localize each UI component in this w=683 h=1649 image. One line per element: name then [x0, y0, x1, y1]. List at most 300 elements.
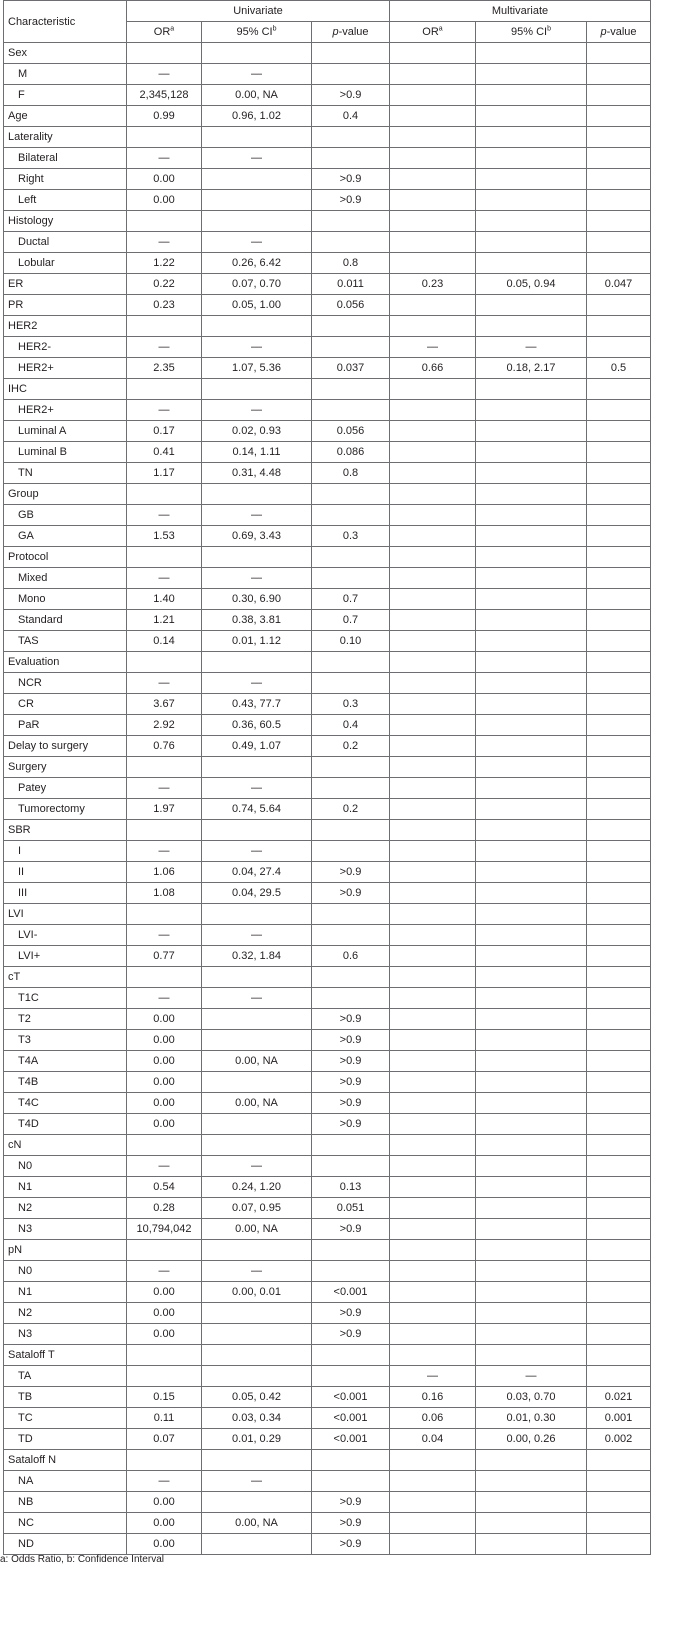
univariate-or-cell [127, 127, 202, 148]
multivariate-or-cell [390, 1534, 476, 1555]
multivariate-ci-cell [476, 148, 587, 169]
univariate-or-cell [127, 379, 202, 400]
multivariate-pvalue-cell [587, 1471, 651, 1492]
univariate-or-cell: 0.00 [127, 1513, 202, 1534]
table-row [4, 1492, 651, 1513]
multivariate-ci-cell: — [476, 337, 587, 358]
univariate-pvalue-cell [312, 1471, 390, 1492]
table-row [4, 463, 651, 484]
table-row [4, 421, 651, 442]
multivariate-pvalue-cell [587, 1450, 651, 1471]
multivariate-or-cell [390, 925, 476, 946]
univariate-or-cell: 0.17 [127, 421, 202, 442]
multivariate-or-cell [390, 715, 476, 736]
row-label: pN [4, 1240, 127, 1261]
multivariate-pvalue-cell [587, 967, 651, 988]
multivariate-pvalue-cell [587, 1534, 651, 1555]
multivariate-pvalue-cell [587, 589, 651, 610]
multivariate-pvalue-cell [587, 505, 651, 526]
univariate-pvalue-cell [312, 505, 390, 526]
table-row [4, 1282, 651, 1303]
multivariate-ci-cell: 0.00, 0.26 [476, 1429, 587, 1450]
table-row [4, 1345, 651, 1366]
multivariate-pvalue-cell [587, 1345, 651, 1366]
univariate-or-cell: 0.11 [127, 1408, 202, 1429]
multivariate-or-cell [390, 589, 476, 610]
univariate-or-cell: — [127, 925, 202, 946]
multivariate-ci-cell [476, 505, 587, 526]
multivariate-ci-cell [476, 904, 587, 925]
multivariate-pvalue-cell [587, 883, 651, 904]
multivariate-pvalue-cell [587, 610, 651, 631]
multivariate-pvalue-cell [587, 568, 651, 589]
multivariate-ci-cell [476, 1198, 587, 1219]
univariate-or-cell: 1.97 [127, 799, 202, 820]
table-row [4, 316, 651, 337]
row-label: cT [4, 967, 127, 988]
row-sublabel: N1 [4, 1282, 127, 1303]
univariate-pvalue-cell: <0.001 [312, 1387, 390, 1408]
univariate-pvalue-cell [312, 988, 390, 1009]
univariate-or-cell: 0.14 [127, 631, 202, 652]
table-row [4, 778, 651, 799]
multivariate-or-cell [390, 316, 476, 337]
table-row [4, 694, 651, 715]
multivariate-or-cell [390, 988, 476, 1009]
row-sublabel: N3 [4, 1219, 127, 1240]
multivariate-pvalue-cell [587, 820, 651, 841]
multivariate-ci-cell [476, 610, 587, 631]
multivariate-ci-cell [476, 1156, 587, 1177]
multivariate-ci-cell [476, 85, 587, 106]
multivariate-pvalue-cell [587, 736, 651, 757]
multivariate-or-cell [390, 169, 476, 190]
univariate-pvalue-cell: 0.13 [312, 1177, 390, 1198]
univariate-ci-cell [202, 1072, 312, 1093]
table-row [4, 505, 651, 526]
univariate-pvalue-cell [312, 337, 390, 358]
multivariate-or-cell: 0.04 [390, 1429, 476, 1450]
univariate-or-cell: 0.00 [127, 1072, 202, 1093]
univariate-pvalue-cell: 0.4 [312, 106, 390, 127]
univariate-or-cell: 0.00 [127, 169, 202, 190]
univariate-or-cell [127, 484, 202, 505]
multivariate-pvalue-cell: 0.001 [587, 1408, 651, 1429]
univariate-ci-cell: 0.49, 1.07 [202, 736, 312, 757]
univariate-pvalue-cell: 0.056 [312, 421, 390, 442]
table-row [4, 1387, 651, 1408]
multivariate-or-cell [390, 190, 476, 211]
table-row [4, 1177, 651, 1198]
univariate-ci-cell: — [202, 64, 312, 85]
univariate-ci-cell [202, 1450, 312, 1471]
univariate-or-cell: 0.00 [127, 1030, 202, 1051]
multivariate-ci-cell [476, 799, 587, 820]
multivariate-pvalue-cell [587, 778, 651, 799]
multivariate-pvalue-cell [587, 1030, 651, 1051]
univariate-or-cell: — [127, 841, 202, 862]
multivariate-or-cell [390, 1051, 476, 1072]
multivariate-pvalue-cell: 0.5 [587, 358, 651, 379]
row-sublabel: Lobular [4, 253, 127, 274]
multivariate-pvalue-cell [587, 1282, 651, 1303]
univariate-pvalue-cell [312, 127, 390, 148]
multivariate-pvalue-cell [587, 421, 651, 442]
univariate-or-cell: 2.92 [127, 715, 202, 736]
univariate-or-cell: — [127, 673, 202, 694]
multivariate-ci-cell: 0.18, 2.17 [476, 358, 587, 379]
univariate-pvalue-cell [312, 148, 390, 169]
univariate-or-cell [127, 1366, 202, 1387]
table-row [4, 1408, 651, 1429]
univariate-ci-cell: 0.96, 1.02 [202, 106, 312, 127]
multivariate-or-cell [390, 148, 476, 169]
multivariate-pvalue-cell: 0.021 [587, 1387, 651, 1408]
multivariate-pvalue-cell [587, 988, 651, 1009]
multivariate-pvalue-cell [587, 64, 651, 85]
multivariate-or-cell [390, 43, 476, 64]
multivariate-or-cell [390, 694, 476, 715]
multivariate-pvalue-cell [587, 1303, 651, 1324]
univariate-pvalue-cell: >0.9 [312, 1303, 390, 1324]
univariate-pvalue-cell [312, 841, 390, 862]
univariate-ci-cell: 0.24, 1.20 [202, 1177, 312, 1198]
table-row [4, 652, 651, 673]
univariate-or-cell: 0.23 [127, 295, 202, 316]
table-row [4, 1534, 651, 1555]
row-sublabel: Luminal B [4, 442, 127, 463]
table-footnote: a: Odds Ratio, b: Confidence Interval [0, 1554, 164, 1565]
univariate-ci-cell: 0.30, 6.90 [202, 589, 312, 610]
univariate-or-cell [127, 547, 202, 568]
multivariate-pvalue-cell [587, 232, 651, 253]
univariate-or-cell: 1.40 [127, 589, 202, 610]
univariate-pvalue-cell: 0.4 [312, 715, 390, 736]
univariate-ci-cell: 0.07, 0.70 [202, 274, 312, 295]
row-sublabel: T4D [4, 1114, 127, 1135]
table-row [4, 1198, 651, 1219]
univariate-ci-cell: — [202, 400, 312, 421]
univariate-or-cell: 0.07 [127, 1429, 202, 1450]
table-row [4, 274, 651, 295]
univariate-or-cell: 0.00 [127, 1324, 202, 1345]
multivariate-pvalue-cell [587, 673, 651, 694]
multivariate-pvalue-cell [587, 715, 651, 736]
univariate-pvalue-cell: >0.9 [312, 1492, 390, 1513]
univariate-pvalue-cell: <0.001 [312, 1282, 390, 1303]
multivariate-pvalue-cell [587, 1135, 651, 1156]
univariate-ci-cell [202, 43, 312, 64]
univariate-ci-cell: 0.36, 60.5 [202, 715, 312, 736]
multivariate-pvalue-cell [587, 295, 651, 316]
row-sublabel: II [4, 862, 127, 883]
multivariate-or-cell [390, 379, 476, 400]
univariate-ci-cell [202, 820, 312, 841]
univariate-or-cell: — [127, 778, 202, 799]
multivariate-or-cell [390, 1219, 476, 1240]
multivariate-or-cell [390, 799, 476, 820]
univariate-ci-cell: 0.31, 4.48 [202, 463, 312, 484]
row-label: Sataloff T [4, 1345, 127, 1366]
row-label: Surgery [4, 757, 127, 778]
univariate-or-cell [127, 757, 202, 778]
univariate-ci-cell: — [202, 232, 312, 253]
table-row [4, 64, 651, 85]
multivariate-ci-cell [476, 316, 587, 337]
table-row [4, 253, 651, 274]
characteristic-header: Characteristic [4, 1, 127, 43]
multivariate-ci-cell [476, 547, 587, 568]
multivariate-or-cell [390, 1492, 476, 1513]
univariate-header: Univariate [127, 1, 390, 22]
univariate-ci-cell: 0.01, 0.29 [202, 1429, 312, 1450]
multivariate-pvalue-cell [587, 1009, 651, 1030]
univariate-pvalue-cell: 0.7 [312, 610, 390, 631]
row-sublabel: T2 [4, 1009, 127, 1030]
multivariate-or-cell [390, 820, 476, 841]
multivariate-pvalue-cell [587, 757, 651, 778]
univariate-pvalue-cell: <0.001 [312, 1408, 390, 1429]
multivariate-or-cell [390, 610, 476, 631]
table-row [4, 85, 651, 106]
multivariate-or-cell [390, 1114, 476, 1135]
univariate-ci-cell: 0.74, 5.64 [202, 799, 312, 820]
univariate-or-cell: 0.00 [127, 1093, 202, 1114]
multivariate-ci-cell: — [476, 1366, 587, 1387]
multivariate-or-cell [390, 547, 476, 568]
table-row [4, 988, 651, 1009]
row-label: Group [4, 484, 127, 505]
multivariate-or-cell [390, 841, 476, 862]
multivariate-ci-cell [476, 127, 587, 148]
univariate-ci-cell: 0.00, NA [202, 1051, 312, 1072]
table-row [4, 1261, 651, 1282]
multivariate-pvalue-cell [587, 484, 651, 505]
univariate-pvalue-cell: >0.9 [312, 85, 390, 106]
table-row [4, 904, 651, 925]
multivariate-ci-cell [476, 1534, 587, 1555]
multivariate-ci-cell [476, 652, 587, 673]
univariate-pvalue-cell: 0.8 [312, 253, 390, 274]
univariate-or-cell: 0.00 [127, 1492, 202, 1513]
univariate-pvalue-cell [312, 1240, 390, 1261]
multivariate-ci-cell [476, 484, 587, 505]
multivariate-ci-cell [476, 1282, 587, 1303]
univariate-pvalue-cell: 0.6 [312, 946, 390, 967]
table-row [4, 1429, 651, 1450]
univariate-ci-cell: 0.00, 0.01 [202, 1282, 312, 1303]
multivariate-ci-cell [476, 589, 587, 610]
row-sublabel: T4A [4, 1051, 127, 1072]
univariate-pvalue-cell [312, 904, 390, 925]
table-row [4, 610, 651, 631]
table-row [4, 442, 651, 463]
table-row [4, 1072, 651, 1093]
univariate-pvalue-cell: 0.2 [312, 736, 390, 757]
row-sublabel: HER2- [4, 337, 127, 358]
univariate-or-cell: 0.77 [127, 946, 202, 967]
multivariate-or-cell: 0.16 [390, 1387, 476, 1408]
multivariate-or-cell [390, 757, 476, 778]
multivariate-or-cell [390, 946, 476, 967]
table-row [4, 127, 651, 148]
univariate-or-cell [127, 652, 202, 673]
multivariate-ci-cell [476, 1261, 587, 1282]
multivariate-ci-cell [476, 1093, 587, 1114]
multivariate-or-cell [390, 85, 476, 106]
row-label: Histology [4, 211, 127, 232]
multivariate-ci-cell [476, 64, 587, 85]
univariate-ci-cell [202, 757, 312, 778]
univariate-ci-cell [202, 904, 312, 925]
multivariate-pvalue-cell [587, 526, 651, 547]
row-sublabel: N0 [4, 1261, 127, 1282]
multivariate-ci-cell [476, 1030, 587, 1051]
univariate-ci-cell: 0.32, 1.84 [202, 946, 312, 967]
univariate-ci-cell [202, 169, 312, 190]
table-row [4, 484, 651, 505]
univariate-ci-cell: — [202, 337, 312, 358]
multivariate-or-cell [390, 1009, 476, 1030]
univariate-or-cell: 0.99 [127, 106, 202, 127]
multivariate-ci-cell [476, 1513, 587, 1534]
row-label: Protocol [4, 547, 127, 568]
multivariate-ci-cell [476, 190, 587, 211]
univariate-pvalue-cell [312, 1450, 390, 1471]
multivariate-pvalue-cell [587, 694, 651, 715]
row-sublabel: TAS [4, 631, 127, 652]
multivariate-pvalue-cell [587, 316, 651, 337]
row-sublabel: N2 [4, 1198, 127, 1219]
multivariate-pvalue-cell [587, 1324, 651, 1345]
multivariate-or-cell [390, 778, 476, 799]
row-sublabel: T1C [4, 988, 127, 1009]
univariate-or-cell: — [127, 400, 202, 421]
univariate-pvalue-cell [312, 484, 390, 505]
row-sublabel: HER2+ [4, 400, 127, 421]
multivariate-ci-cell [476, 820, 587, 841]
multivariate-header: Multivariate [390, 1, 651, 22]
multivariate-or-cell [390, 463, 476, 484]
univariate-or-cell: — [127, 505, 202, 526]
table-row [4, 1450, 651, 1471]
univariate-ci-cell [202, 1534, 312, 1555]
multivariate-pvalue-cell [587, 841, 651, 862]
multivariate-ci-cell [476, 1072, 587, 1093]
univariate-pvalue-cell [312, 64, 390, 85]
multivariate-pvalue-cell [587, 379, 651, 400]
multivariate-or-cell [390, 1261, 476, 1282]
multivariate-or-cell [390, 64, 476, 85]
multivariate-or-cell: 0.23 [390, 274, 476, 295]
row-label: ER [4, 274, 127, 295]
univariate-or-cell: — [127, 148, 202, 169]
univariate-pvalue-cell: 0.3 [312, 526, 390, 547]
multivariate-or-cell [390, 568, 476, 589]
multivariate-ci-cell [476, 1471, 587, 1492]
univariate-ci-cell [202, 1366, 312, 1387]
multivariate-ci-header: 95% $CI^b$ [476, 22, 587, 43]
row-label: LVI [4, 904, 127, 925]
row-sublabel: ND [4, 1534, 127, 1555]
univariate-ci-cell: 0.03, 0.34 [202, 1408, 312, 1429]
table-row [4, 631, 651, 652]
univariate-pvalue-cell: >0.9 [312, 1513, 390, 1534]
univariate-pvalue-cell [312, 1135, 390, 1156]
row-label: Evaluation [4, 652, 127, 673]
univariate-ci-cell: 0.05, 0.42 [202, 1387, 312, 1408]
multivariate-ci-cell [476, 442, 587, 463]
univariate-ci-cell [202, 127, 312, 148]
table-row [4, 757, 651, 778]
univariate-ci-cell: — [202, 673, 312, 694]
multivariate-ci-cell [476, 568, 587, 589]
univariate-ci-cell [202, 379, 312, 400]
multivariate-ci-cell: 0.05, 0.94 [476, 274, 587, 295]
multivariate-ci-cell [476, 169, 587, 190]
table-row [4, 337, 651, 358]
table-row [4, 1051, 651, 1072]
row-sublabel: I [4, 841, 127, 862]
univariate-ci-cell: 1.07, 5.36 [202, 358, 312, 379]
univariate-pvalue-header: p-value [312, 22, 390, 43]
multivariate-pvalue-cell [587, 400, 651, 421]
univariate-or-cell: 0.22 [127, 274, 202, 295]
univariate-pvalue-cell [312, 652, 390, 673]
univariate-or-cell [127, 43, 202, 64]
table-row [4, 715, 651, 736]
univariate-pvalue-cell [312, 547, 390, 568]
regression-table [3, 0, 651, 1555]
table-row [4, 925, 651, 946]
multivariate-pvalue-cell [587, 631, 651, 652]
multivariate-or-cell [390, 862, 476, 883]
univariate-ci-cell [202, 316, 312, 337]
table-row [4, 841, 651, 862]
univariate-pvalue-cell: >0.9 [312, 1324, 390, 1345]
multivariate-or-cell [390, 442, 476, 463]
univariate-ci-cell: — [202, 778, 312, 799]
univariate-or-cell: — [127, 232, 202, 253]
table-row [4, 1156, 651, 1177]
row-sublabel: Left [4, 190, 127, 211]
univariate-ci-cell [202, 652, 312, 673]
univariate-pvalue-cell [312, 379, 390, 400]
multivariate-ci-cell [476, 463, 587, 484]
multivariate-or-cell [390, 631, 476, 652]
table-row [4, 43, 651, 64]
multivariate-pvalue-cell [587, 169, 651, 190]
univariate-or-cell [127, 904, 202, 925]
multivariate-ci-cell [476, 925, 587, 946]
multivariate-pvalue-cell [587, 1177, 651, 1198]
table-row [4, 1240, 651, 1261]
row-sublabel: NA [4, 1471, 127, 1492]
univariate-ci-cell [202, 190, 312, 211]
univariate-or-cell: 0.00 [127, 1114, 202, 1135]
multivariate-or-cell [390, 1303, 476, 1324]
univariate-pvalue-cell [312, 778, 390, 799]
multivariate-pvalue-cell [587, 547, 651, 568]
univariate-pvalue-cell: >0.9 [312, 1072, 390, 1093]
row-sublabel: TA [4, 1366, 127, 1387]
multivariate-pvalue-cell [587, 127, 651, 148]
univariate-ci-header: 95% $CI^b$ [202, 22, 312, 43]
univariate-or-cell: 0.00 [127, 1009, 202, 1030]
row-sublabel: T4C [4, 1093, 127, 1114]
multivariate-or-cell: — [390, 337, 476, 358]
univariate-ci-cell [202, 547, 312, 568]
